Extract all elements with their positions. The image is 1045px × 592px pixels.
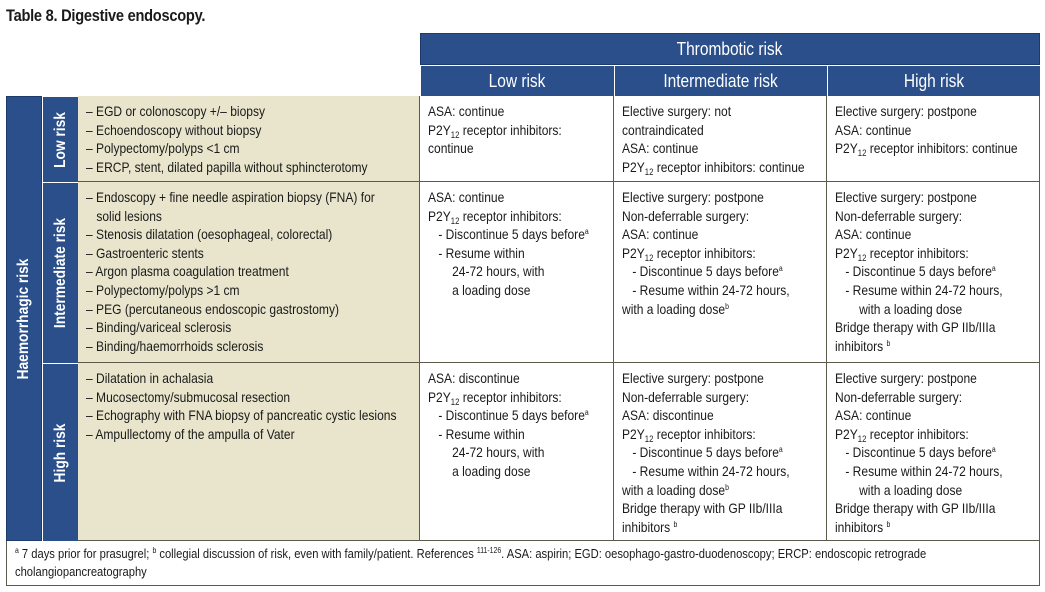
p2y12-line: $P2Y_{12}$ receptor inhibitors: xyxy=(622,425,756,444)
row-header-high-risk: High risk xyxy=(42,363,78,541)
footnote-line: $^a$ 7 days prior for prasugrel; $^b$ collegial discussion of risk, even with family/patient. References $^{111-126}$. ASA: aspirin; EGD: oesophago-gastro-duodenoscopy; ERCP: endoscopic retrograde xyxy=(15,546,927,561)
row-header-low-risk: Low risk xyxy=(42,96,78,182)
procedure-item: – Stenosis dilatation (oesophageal, colorectal) xyxy=(86,226,333,243)
procedure-item: – Dilatation in achalasia xyxy=(86,370,214,386)
procedure-item: – Ampullectomy of the ampulla of Vater xyxy=(86,425,295,442)
cell-intermediate-intermediate: Elective surgery: postpone Non-deferrable surgery: ASA: continue $P2Y_{12}$ receptor inhibitors: - Discontinue 5 days before$^a$ - Resume within 24-72 hours, with a loading dose$^b$ xyxy=(614,182,827,363)
col-header-high-risk: High risk xyxy=(827,65,1040,96)
procedures-low-risk xyxy=(78,96,420,182)
cell-high-low: ASA: discontinue $P2Y_{12}$ receptor inhibitors: - Discontinue 5 days before$^a$ - Resume within 24-72 hours, with a loading dose xyxy=(420,363,614,541)
cell-low-low: ASA: continue $P2Y_{12}$ receptor inhibitors: continue xyxy=(420,96,614,182)
p2y12-line: $P2Y_{12}$ receptor inhibitors: continue xyxy=(622,158,805,177)
thrombotic-risk-header: Thrombotic risk xyxy=(420,33,1040,65)
p2y12-line: $P2Y_{12}$ receptor inhibitors: xyxy=(622,244,756,263)
footnote-line: cholangiopancreatography xyxy=(15,564,147,579)
discontinue-line: - Discontinue 5 days before$^a$ xyxy=(438,226,589,243)
inhibitors-line: inhibitors $^b$ xyxy=(835,518,891,535)
procedure-item: – EGD or colonoscopy +/– biopsy xyxy=(86,103,266,119)
procedure-item: – Echoendoscopy without biopsy xyxy=(86,121,262,138)
inhibitors-line: inhibitors $^b$ xyxy=(835,337,891,354)
procedure-item: – Binding/haemorrhoids sclerosis xyxy=(86,337,264,354)
cell-intermediate-low: ASA: continue $P2Y_{12}$ receptor inhibitors: - Discontinue 5 days before$^a$ - Resume within 24-72 hours, with a loading dose xyxy=(420,182,614,363)
cell-low-intermediate: Elective surgery: not contraindicated ASA: continue $P2Y_{12}$ receptor inhibitors: continue xyxy=(614,96,827,182)
discontinue-line: - Discontinue 5 days before$^a$ xyxy=(845,444,996,461)
procedure-item: – ERCP, stent, dilated papilla without sphincterotomy xyxy=(86,158,368,175)
cell-intermediate-high: Elective surgery: postpone Non-deferrable surgery: ASA: continue $P2Y_{12}$ receptor inhibitors: - Discontinue 5 days before$^a$ - Resume within 24-72 hours, with a loading dose Bridge therapy with GP IIb/IIIa inhibitors $^b$ xyxy=(827,182,1040,363)
inhibitors-line: inhibitors $^b$ xyxy=(622,518,678,535)
procedure-item: – Endoscopy + fine needle aspiration biopsy (FNA) for xyxy=(86,189,375,205)
col-header-low-risk: Low risk xyxy=(420,65,614,96)
procedure-item: – Gastroenteric stents xyxy=(86,244,204,261)
procedures-high-risk xyxy=(78,363,420,541)
procedure-item: – Argon plasma coagulation treatment xyxy=(86,263,289,280)
p2y12-line: $P2Y_{12}$ receptor inhibitors: continue xyxy=(835,140,1018,159)
cell-high-high: Elective surgery: postpone Non-deferrable surgery: ASA: continue $P2Y_{12}$ receptor inhibitors: - Discontinue 5 days before$^a$ - Resume within 24-72 hours, with a loading dose Bridge therapy with GP IIb/IIIa inhibitors $^b$ xyxy=(827,363,1040,541)
loading-dose-line: with a loading dose$^b$ xyxy=(622,481,729,498)
p2y12-line: $P2Y_{12}$ receptor inhibitors: xyxy=(835,244,969,263)
discontinue-line: - Discontinue 5 days before$^a$ xyxy=(632,263,783,280)
discontinue-line: - Discontinue 5 days before$^a$ xyxy=(632,444,783,461)
table-title: Table 8. Digestive endoscopy. xyxy=(6,6,206,25)
row-header-intermediate-risk: Intermediate risk xyxy=(42,182,78,363)
discontinue-line: - Discontinue 5 days before$^a$ xyxy=(438,407,589,424)
discontinue-line: - Discontinue 5 days before$^a$ xyxy=(845,263,996,280)
procedure-item: – Echography with FNA biopsy of pancreatic cystic lesions xyxy=(86,407,397,424)
procedure-item: solid lesions xyxy=(96,207,162,224)
procedure-item: – PEG (percutaneous endoscopic gastrostomy) xyxy=(86,300,339,317)
p2y12-line: $P2Y_{12}$ receptor inhibitors: xyxy=(428,207,562,226)
cell-high-intermediate: Elective surgery: postpone Non-deferrable surgery: ASA: discontinue $P2Y_{12}$ receptor inhibitors: - Discontinue 5 days before$^a$ - Resume within 24-72 hours, with a loading dose$^b$ Bridge therapy with GP IIb/IIIa inhibitors $^b$ xyxy=(614,363,827,541)
procedure-item: – Binding/variceal sclerosis xyxy=(86,319,232,336)
p2y12-line: $P2Y_{12}$ receptor inhibitors: xyxy=(428,121,562,140)
loading-dose-line: with a loading dose$^b$ xyxy=(622,300,729,317)
p2y12-line: $P2Y_{12}$ receptor inhibitors: xyxy=(428,388,562,407)
cell-low-high: Elective surgery: postpone ASA: continue $P2Y_{12}$ receptor inhibitors: continue xyxy=(827,96,1040,182)
haemorrhagic-risk-header: Haemorrhagic risk xyxy=(6,96,42,541)
table-footnote xyxy=(6,541,1040,586)
procedure-item: – Mucosectomy/submucosal resection xyxy=(86,388,291,405)
p2y12-line: $P2Y_{12}$ receptor inhibitors: xyxy=(835,425,969,444)
procedure-item: – Polypectomy/polyps <1 cm xyxy=(86,140,240,157)
col-header-intermediate-risk: Intermediate risk xyxy=(614,65,827,96)
procedure-item: – Polypectomy/polyps >1 cm xyxy=(86,281,240,298)
procedures-intermediate-risk xyxy=(78,182,420,363)
